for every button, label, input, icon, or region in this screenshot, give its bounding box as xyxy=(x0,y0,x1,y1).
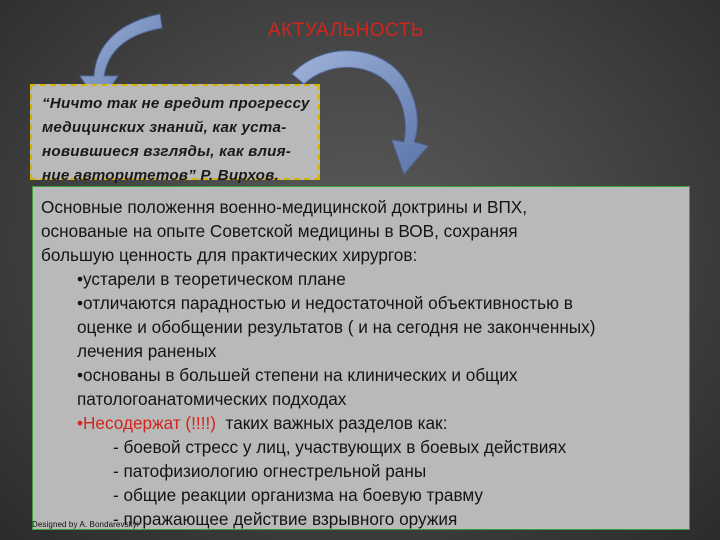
quote-line: ние авторитетов” Р. Вирхов. xyxy=(42,167,279,184)
slide-title: АКТУАЛЬНОСТЬ xyxy=(268,20,424,41)
bullet-line: оценке и обобщении результатов ( и на сегодня не законченных) xyxy=(77,317,596,337)
footer-credit: Designed by A. Bondarevskyi xyxy=(32,520,139,529)
bullet-line: •отличаются парадностью и недостаточной объективностью в xyxy=(77,293,573,313)
bullet-line: •основаны в большей степени на клинических и общих xyxy=(77,365,518,385)
bullet-line: •устарели в теоретическом плане xyxy=(77,269,346,289)
sub-item: - боевой стресс у лиц, участвующих в боевых действиях xyxy=(113,437,567,457)
highlight-red-text: •Несодержат (!!!!) xyxy=(77,413,216,433)
highlight-line xyxy=(41,411,681,435)
bullet-line: патологоанатомических подходах xyxy=(77,389,347,409)
main-content-box xyxy=(32,186,690,530)
sub-item: - общие реакции организма на боевую травму xyxy=(113,485,484,505)
intro-line: Основные положення военно-медицинской доктрины и ВПХ, xyxy=(41,197,528,217)
quote-line: медицинских знаний, как уста- xyxy=(42,119,287,136)
highlight-rest-text: таких важных разделов как: xyxy=(215,413,448,433)
quote-box xyxy=(30,84,320,184)
sub-item: - патофизиологию огнестрельной раны xyxy=(113,461,427,481)
quote-line: новившиеся взгляды, как влия- xyxy=(42,143,292,160)
quote-line: “Ничто так не вредит прогрессу xyxy=(42,95,310,112)
bullet-line: лечения раненых xyxy=(77,341,217,361)
sub-item: - поражающее действие взрывного оружия xyxy=(113,509,458,529)
intro-line: основаные на опыте Советской медицины в ВОВ, сохраняя xyxy=(41,221,518,241)
intro-line: большую ценность для практических хирургов: xyxy=(41,245,418,265)
